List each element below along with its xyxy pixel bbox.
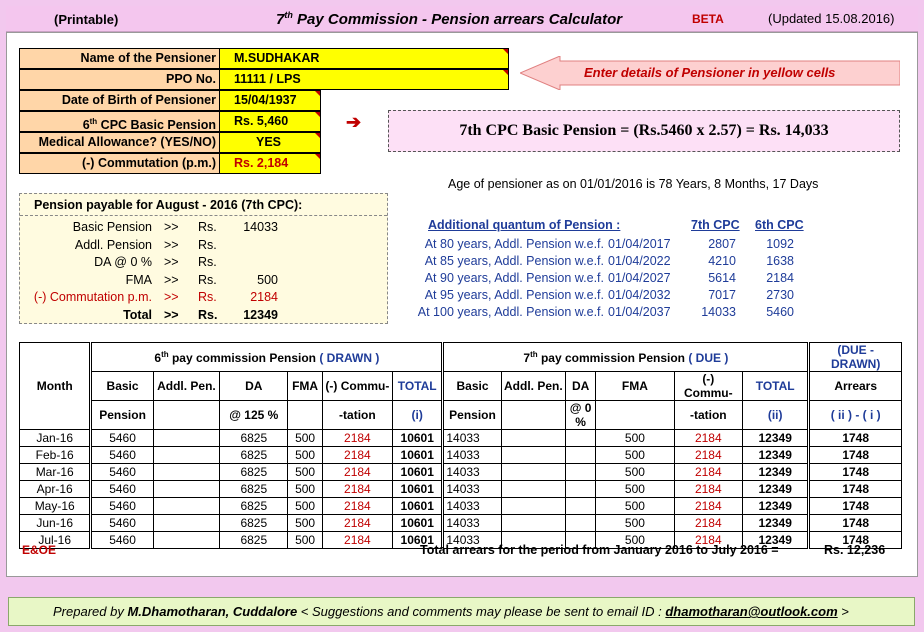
col-subheader-6th: -tation bbox=[322, 401, 392, 430]
basic-pension-field[interactable]: Rs. 5,460 bbox=[219, 111, 321, 132]
age-text: Age of pensioner as on 01/01/2016 is 78 Years, 8 Months, 17 Days bbox=[448, 177, 819, 191]
right-arrow-icon: ➔ bbox=[346, 112, 362, 132]
cell-d6: 6825 bbox=[220, 430, 288, 447]
cell-c7: 2184 bbox=[674, 515, 742, 532]
cell-t6: 10601 bbox=[393, 498, 443, 515]
cell-a7 bbox=[501, 447, 565, 464]
cell-ar: 1748 bbox=[809, 532, 902, 549]
payable-label: Basic Pension bbox=[72, 220, 152, 234]
cell-m: Jan-16 bbox=[20, 430, 91, 447]
cell-t6: 10601 bbox=[393, 481, 443, 498]
input-row-medical bbox=[19, 132, 321, 153]
arrears-table bbox=[19, 342, 902, 549]
date-of-birth-field[interactable]: 15/04/1937 bbox=[219, 90, 321, 111]
col-header-7th: TOTAL bbox=[743, 372, 809, 401]
additional-heading: Additional quantum of Pension : bbox=[428, 218, 621, 232]
col-subheader-6th: @ 125 % bbox=[220, 401, 288, 430]
payable-row bbox=[20, 272, 387, 289]
addl-6th-value: 2184 bbox=[766, 271, 794, 285]
addl-date: 01/04/2017 bbox=[608, 237, 671, 251]
col-header-7th: Basic bbox=[443, 372, 501, 401]
col-header-6th: (-) Commu- bbox=[322, 372, 392, 401]
payable-label: FMA bbox=[125, 272, 152, 287]
cell-d6: 6825 bbox=[220, 498, 288, 515]
cell-f6: 500 bbox=[288, 498, 322, 515]
col-header-6th: TOTAL bbox=[393, 372, 443, 401]
cell-f7: 500 bbox=[596, 464, 674, 481]
cell-f6: 500 bbox=[288, 515, 322, 532]
payable-rs: Rs. bbox=[198, 220, 217, 234]
table-row bbox=[20, 430, 902, 447]
cell-ar: 1748 bbox=[809, 430, 902, 447]
payable-sym: >> bbox=[164, 220, 179, 234]
payable-rs: Rs. bbox=[198, 290, 217, 304]
col-subheader-7th: (ii) bbox=[743, 401, 809, 430]
cell-d6: 6825 bbox=[220, 532, 288, 549]
col-subheader-6th bbox=[288, 401, 322, 430]
cell-c7: 2184 bbox=[674, 447, 742, 464]
cell-a7 bbox=[501, 498, 565, 515]
basic-pension-formula: 7th CPC Basic Pension = (Rs.5460 x 2.57) = Rs. 14,033 bbox=[388, 110, 900, 152]
cell-m: Jul-16 bbox=[20, 532, 91, 549]
input-row-commutation bbox=[19, 153, 321, 174]
cell-c6: 2184 bbox=[322, 481, 392, 498]
input-label: Name of the Pensioner bbox=[19, 48, 219, 69]
cell-t7: 12349 bbox=[743, 498, 809, 515]
cell-a7 bbox=[501, 430, 565, 447]
col-header-7th: DA bbox=[566, 372, 596, 401]
addl-age-label: At 90 years, Addl. Pension w.e.f. bbox=[424, 271, 604, 285]
payable-label: Addl. Pension bbox=[74, 237, 152, 252]
col-header-6th: DA bbox=[220, 372, 288, 401]
table-row bbox=[20, 464, 902, 481]
cell-c7: 2184 bbox=[674, 464, 742, 481]
col-subheader-7th bbox=[501, 401, 565, 430]
addl-pension-row bbox=[400, 237, 820, 254]
payable-row bbox=[20, 307, 387, 324]
instruction-callout bbox=[520, 56, 900, 90]
cell-c7: 2184 bbox=[674, 532, 742, 549]
cell-d6: 6825 bbox=[220, 464, 288, 481]
input-label: Medical Allowance? (YES/NO) bbox=[19, 132, 219, 153]
cell-f7: 500 bbox=[596, 515, 674, 532]
addl-pension-row bbox=[400, 305, 820, 322]
additional-quantum-section bbox=[400, 218, 820, 328]
cell-f6: 500 bbox=[288, 447, 322, 464]
cell-a6 bbox=[153, 447, 219, 464]
cell-b7: 14033 bbox=[443, 515, 501, 532]
cell-c6: 2184 bbox=[322, 515, 392, 532]
col-subheader-6th bbox=[153, 401, 219, 430]
cell-m: Feb-16 bbox=[20, 447, 91, 464]
cell-a6 bbox=[153, 515, 219, 532]
cell-m: Apr-16 bbox=[20, 481, 91, 498]
addl-7th-value: 2807 bbox=[708, 237, 736, 251]
cell-ar: 1748 bbox=[809, 498, 902, 515]
pensioner-name-field[interactable]: M.SUDHAKAR bbox=[219, 48, 509, 69]
cell-a6 bbox=[153, 532, 219, 549]
addl-6th-value: 5460 bbox=[766, 305, 794, 319]
cell-a7 bbox=[501, 515, 565, 532]
cell-b7: 14033 bbox=[443, 447, 501, 464]
table-row bbox=[20, 515, 902, 532]
addl-date: 01/04/2032 bbox=[608, 288, 671, 302]
col-subheader-7th bbox=[596, 401, 674, 430]
cell-d7 bbox=[566, 498, 596, 515]
cell-c6: 2184 bbox=[322, 447, 392, 464]
cell-d7 bbox=[566, 447, 596, 464]
arrears-header: Arrears bbox=[809, 372, 902, 401]
payable-rs: Rs. bbox=[198, 255, 217, 269]
input-row-dob bbox=[19, 90, 321, 111]
cell-d7 bbox=[566, 430, 596, 447]
table-row bbox=[20, 481, 902, 498]
cell-f6: 500 bbox=[288, 481, 322, 498]
cell-t7: 12349 bbox=[743, 464, 809, 481]
cell-c6: 2184 bbox=[322, 498, 392, 515]
addl-6th-value: 1092 bbox=[766, 237, 794, 251]
cell-t7: 12349 bbox=[743, 430, 809, 447]
header-bar bbox=[6, 6, 918, 32]
cell-t6: 10601 bbox=[393, 464, 443, 481]
input-label: Date of Birth of Pensioner bbox=[19, 90, 219, 111]
cell-c6: 2184 bbox=[322, 464, 392, 481]
cell-c7: 2184 bbox=[674, 498, 742, 515]
cell-ar: 1748 bbox=[809, 464, 902, 481]
cell-d7 bbox=[566, 481, 596, 498]
payable-value: 14033 bbox=[243, 220, 278, 234]
payable-sym: >> bbox=[164, 272, 179, 287]
total-arrears-label: Total arrears for the period from January 2016 to July 2016 = bbox=[420, 543, 779, 557]
cell-f6: 500 bbox=[288, 430, 322, 447]
cell-f7: 500 bbox=[596, 430, 674, 447]
payable-row bbox=[20, 254, 387, 271]
input-row-ppo bbox=[19, 69, 509, 90]
cell-t7: 12349 bbox=[743, 481, 809, 498]
col-6th-cpc: 6th CPC bbox=[755, 218, 804, 232]
cell-t7: 12349 bbox=[743, 532, 809, 549]
input-label: (-) Commutation (p.m.) bbox=[19, 153, 219, 174]
cell-b6: 5460 bbox=[91, 464, 153, 481]
cell-b6: 5460 bbox=[91, 498, 153, 515]
addl-pension-row bbox=[400, 288, 820, 305]
cell-f7: 500 bbox=[596, 481, 674, 498]
col-subheader-7th: @ 0 % bbox=[566, 401, 596, 430]
col-header-7th: Addl. Pen. bbox=[501, 372, 565, 401]
cell-b7: 14033 bbox=[443, 532, 501, 549]
cell-b7: 14033 bbox=[443, 430, 501, 447]
payable-label: DA @ 0 % bbox=[94, 255, 152, 269]
col-subheader-7th: Pension bbox=[443, 401, 501, 430]
cell-c6: 2184 bbox=[322, 430, 392, 447]
addl-7th-value: 7017 bbox=[708, 288, 736, 302]
payable-value: 2184 bbox=[250, 290, 278, 304]
table-row bbox=[20, 447, 902, 464]
cell-t7: 12349 bbox=[743, 515, 809, 532]
col-header-7th: FMA bbox=[596, 372, 674, 401]
cell-d7 bbox=[566, 464, 596, 481]
cell-d6: 6825 bbox=[220, 515, 288, 532]
cell-a7 bbox=[501, 481, 565, 498]
payable-row bbox=[20, 289, 387, 306]
addl-date: 01/04/2037 bbox=[608, 305, 671, 319]
payable-label: (-) Commutation p.m. bbox=[33, 290, 152, 304]
payable-sym: >> bbox=[164, 307, 179, 322]
cell-c7: 2184 bbox=[674, 430, 742, 447]
payable-row bbox=[20, 237, 387, 254]
table-row bbox=[20, 498, 902, 515]
footer-text: Prepared by M.Dhamotharan, Cuddalore < Suggestions and comments may please be sent to email ID : dhamotharan@outlook.com > bbox=[53, 604, 849, 619]
cell-d6: 6825 bbox=[220, 481, 288, 498]
cell-c6: 2184 bbox=[322, 532, 392, 549]
col-subheader-6th: Pension bbox=[91, 401, 153, 430]
footer-bar bbox=[8, 597, 915, 626]
addl-6th-value: 2730 bbox=[766, 288, 794, 302]
total-arrears-value: Rs. 12,236 bbox=[824, 543, 886, 557]
addl-age-label: At 80 years, Addl. Pension w.e.f. bbox=[424, 237, 604, 251]
cell-a6 bbox=[153, 464, 219, 481]
col-subheader-6th: (i) bbox=[393, 401, 443, 430]
cell-b6: 5460 bbox=[91, 515, 153, 532]
cell-t7: 12349 bbox=[743, 447, 809, 464]
cell-c7: 2184 bbox=[674, 481, 742, 498]
cell-ar: 1748 bbox=[809, 447, 902, 464]
cell-a6 bbox=[153, 430, 219, 447]
updated-date: (Updated 15.08.2016) bbox=[768, 11, 895, 26]
col-header-6th: FMA bbox=[288, 372, 322, 401]
group-header-7th: 7th pay commission Pension ( DUE ) bbox=[443, 343, 809, 372]
payable-row bbox=[20, 219, 387, 236]
cell-t6: 10601 bbox=[393, 532, 443, 549]
payable-rs: Rs. bbox=[198, 272, 217, 287]
medical-allowance-field[interactable]: YES bbox=[219, 132, 321, 153]
cell-d6: 6825 bbox=[220, 447, 288, 464]
addl-7th-value: 5614 bbox=[708, 271, 736, 285]
cell-f7: 500 bbox=[596, 532, 674, 549]
input-row-basic-pension bbox=[19, 111, 321, 132]
cell-f6: 500 bbox=[288, 464, 322, 481]
payable-value: 500 bbox=[257, 272, 278, 287]
arrears-subheader: ( ii ) - ( i ) bbox=[809, 401, 902, 430]
beta-badge: BETA bbox=[692, 12, 724, 26]
input-label: 6th CPC Basic Pension bbox=[19, 111, 219, 132]
cell-m: May-16 bbox=[20, 498, 91, 515]
cell-d7 bbox=[566, 515, 596, 532]
cell-f6: 500 bbox=[288, 532, 322, 549]
addl-pension-row bbox=[400, 254, 820, 271]
col-7th-cpc: 7th CPC bbox=[691, 218, 740, 232]
cell-t6: 10601 bbox=[393, 447, 443, 464]
payable-value: 12349 bbox=[243, 307, 278, 322]
due-drawn-header: (DUE - DRAWN) bbox=[809, 343, 902, 372]
printable-label: (Printable) bbox=[54, 12, 119, 27]
cell-a7 bbox=[501, 464, 565, 481]
cell-b7: 14033 bbox=[443, 498, 501, 515]
cell-a6 bbox=[153, 481, 219, 498]
col-subheader-7th: -tation bbox=[674, 401, 742, 430]
cell-t6: 10601 bbox=[393, 430, 443, 447]
cell-ar: 1748 bbox=[809, 481, 902, 498]
col-header-6th: Basic bbox=[91, 372, 153, 401]
addl-age-label: At 85 years, Addl. Pension w.e.f. bbox=[424, 254, 604, 268]
email-link[interactable]: dhamotharan@outlook.com bbox=[665, 604, 838, 619]
page-title: 7th Pay Commission - Pension arrears Calculator bbox=[276, 10, 623, 28]
payable-sym: >> bbox=[164, 290, 179, 304]
cell-b6: 5460 bbox=[91, 430, 153, 447]
input-label: PPO No. bbox=[19, 69, 219, 90]
cell-b6: 5460 bbox=[91, 532, 153, 549]
addl-date: 01/04/2022 bbox=[608, 254, 671, 268]
cell-b7: 14033 bbox=[443, 481, 501, 498]
payable-label: Total bbox=[123, 307, 152, 322]
cell-b7: 14033 bbox=[443, 464, 501, 481]
addl-date: 01/04/2027 bbox=[608, 271, 671, 285]
input-row-name bbox=[19, 48, 509, 69]
col-header-7th: (-) Commu- bbox=[674, 372, 742, 401]
addl-pension-row bbox=[400, 271, 820, 288]
col-header-6th: Addl. Pen. bbox=[153, 372, 219, 401]
callout-text: Enter details of Pensioner in yellow cells bbox=[584, 65, 836, 80]
addl-6th-value: 1638 bbox=[766, 254, 794, 268]
cell-f7: 500 bbox=[596, 447, 674, 464]
cell-b6: 5460 bbox=[91, 447, 153, 464]
commutation-field[interactable]: Rs. 2,184 bbox=[219, 153, 321, 174]
pension-payable-box bbox=[19, 193, 388, 324]
addl-7th-value: 4210 bbox=[708, 254, 736, 268]
payable-rs: Rs. bbox=[198, 307, 218, 322]
payable-sym: >> bbox=[164, 237, 179, 252]
group-header-6th: 6th pay commission Pension ( DRAWN ) bbox=[91, 343, 443, 372]
eoe-note: E&OE bbox=[22, 543, 57, 557]
payable-heading: Pension payable for August - 2016 (7th CPC): bbox=[20, 194, 387, 216]
cell-f7: 500 bbox=[596, 498, 674, 515]
addl-7th-value: 14033 bbox=[701, 305, 736, 319]
cell-a6 bbox=[153, 498, 219, 515]
payable-sym: >> bbox=[164, 255, 179, 269]
cell-m: Mar-16 bbox=[20, 464, 91, 481]
month-header: Month bbox=[20, 343, 91, 430]
addl-age-label: At 95 years, Addl. Pension w.e.f. bbox=[424, 288, 604, 302]
cell-ar: 1748 bbox=[809, 515, 902, 532]
ppo-number-field[interactable]: 11111 / LPS bbox=[219, 69, 509, 90]
cell-m: Jun-16 bbox=[20, 515, 91, 532]
payable-rs: Rs. bbox=[198, 237, 217, 252]
cell-b6: 5460 bbox=[91, 481, 153, 498]
addl-age-label: At 100 years, Addl. Pension w.e.f. bbox=[417, 305, 604, 319]
cell-t6: 10601 bbox=[393, 515, 443, 532]
